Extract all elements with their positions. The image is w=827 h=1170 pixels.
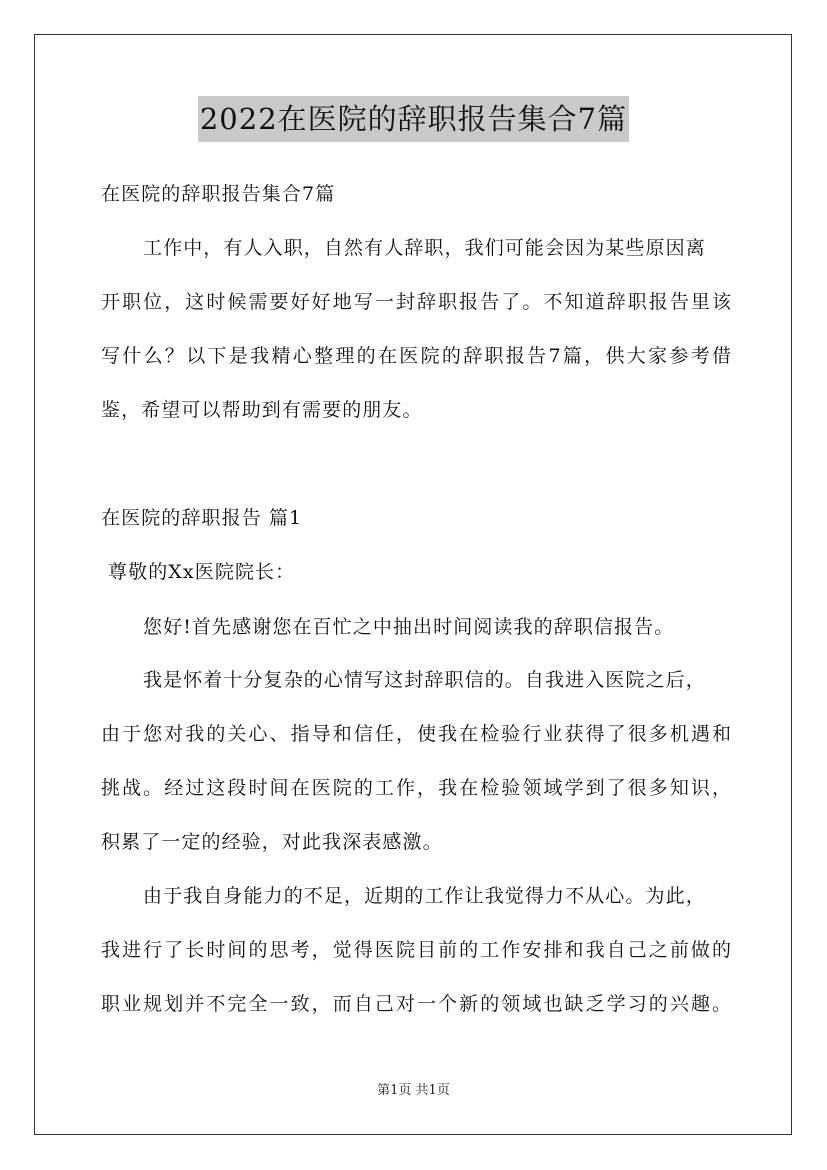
page-footer: 第1页 共1页 — [377, 1083, 450, 1098]
intro-line: 写什么？以下是我精心整理的在医院的辞职报告7篇，供大家参考借 — [101, 345, 731, 367]
paragraph-line: 挑战。经过这段时间在医院的工作，我在检验领域学到了很多知识， — [101, 777, 731, 799]
section-heading: 在医院的辞职报告 篇1 — [101, 507, 303, 529]
paragraph-line: 由于您对我的关心、指导和信任，使我在检验行业获得了很多机遇和 — [101, 723, 731, 745]
document-title-block — [0, 96, 827, 142]
intro-line: 鉴，希望可以帮助到有需要的朋友。 — [101, 399, 423, 421]
paragraph-line: 由于我自身能力的不足，近期的工作让我觉得力不从心。为此， — [143, 885, 706, 907]
document-subtitle: 在医院的辞职报告集合7篇 — [101, 183, 336, 205]
paragraph-line: 积累了一定的经验，对此我深表感激。 — [101, 831, 443, 853]
intro-line: 开职位，这时候需要好好地写一封辞职报告了。不知道辞职报告里该 — [101, 291, 731, 313]
paragraph-line: 我进行了长时间的思考，觉得医院目前的工作安排和我自己之前做的 — [101, 939, 731, 961]
intro-line: 工作中，有人入职，自然有人辞职，我们可能会因为某些原因离 — [143, 237, 706, 259]
paragraph-line: 我是怀着十分复杂的心情写这封辞职信的。自我进入医院之后， — [143, 669, 706, 691]
paragraph-line: 职业规划并不完全一致，而自己对一个新的领域也缺乏学习的兴趣。 — [101, 993, 731, 1015]
salutation: 尊敬的Xx医院院长： — [108, 561, 296, 583]
document-title: 2022在医院的辞职报告集合7篇 — [198, 96, 629, 142]
greeting-line: 您好!首先感谢您在百忙之中抽出时间阅读我的辞职信报告。 — [143, 616, 675, 638]
